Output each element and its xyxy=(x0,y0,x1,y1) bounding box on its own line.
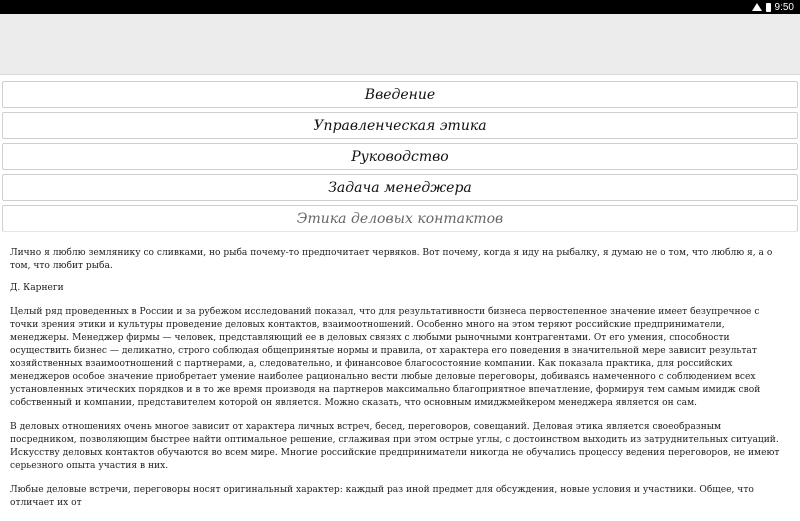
menu-item-label: Задача менеджера xyxy=(328,179,472,196)
wifi-icon xyxy=(752,3,762,11)
menu-item-manager-task[interactable] xyxy=(2,174,798,201)
article-paragraph: Целый ряд проведенных в России и за рубежом исследований показал, что для результативности бизнеса первостепенное значение имеет безупречное с точки зрения этики и культуры проведение деловых контактов, взаимоотношений. Особенно много на этом теряют российские предприниматели, менеджеры. Менеджер фирмы — человек, представляющий ее в деловых связях с любыми рыночными контрагентами. От его умения, способности осуществить бизнес — деликатно, строго соблюдая общепринятые нормы и правила, от характера его поведения в значительной мере зависит результат хозяйственных взаимоотношений с партнерами, а, следовательно, и финансовое благосостояние компании. Как показала практика, для российских менеджеров особое значение приобретает умение наиболее рационально вести любые деловые переговоры, добиваясь намеченного с соблюдением всех установленных этических порядков и в то же время производя на партнеров максимально благоприятное впечатление, формируя тем самым имидж свой собственный и компании, представителем которой он является. Можно сказать, что основным имиджмейкером менеджера является он сам. xyxy=(10,307,761,408)
menu-item-label: Управленческая этика xyxy=(313,117,487,134)
menu-item-leadership[interactable] xyxy=(2,143,798,170)
battery-icon xyxy=(766,3,771,12)
chapter-menu xyxy=(2,81,798,232)
article-paragraph: Любые деловые встречи, переговоры носят оригинальный характер: каждый раз иной предмет для обсуждения, новые условия и участники. Общее, что отличает их от xyxy=(10,485,754,508)
article-content xyxy=(10,247,786,521)
menu-item-management-ethics[interactable] xyxy=(2,112,798,139)
menu-item-label: Этика деловых контактов xyxy=(296,210,504,227)
menu-item-label: Введение xyxy=(364,86,436,103)
status-bar xyxy=(0,0,800,14)
action-bar xyxy=(0,14,800,75)
menu-item-introduction[interactable] xyxy=(2,81,798,108)
article-paragraph: В деловых отношениях очень многое зависит от характера личных встреч, бесед, переговоров, совещаний. Деловая этика является своеобразным посредником, позволяющим быстрее найти оптимальное решение, сглаживая при этом острые углы, с достоинством выходить из затруднительных ситуаций. Искусству деловых контактов обучаются во всем мире. Многие российские предприниматели никогда не обучались процессу ведения переговоров, не имеют серьезного опыта участия в них. xyxy=(10,422,780,471)
menu-item-business-contacts-ethics[interactable] xyxy=(2,205,798,232)
epigraph-author: Д. Карнеги xyxy=(10,283,64,293)
menu-item-label: Руководство xyxy=(351,148,449,165)
status-time: 9:50 xyxy=(774,1,794,13)
epigraph: Лично я люблю землянику со сливками, но рыба почему-то предпочитает червяков. Вот почему, когда я иду на рыбалку, я думаю не о том, что люблю я, а о том, что любит рыба. xyxy=(10,248,773,271)
status-icons xyxy=(752,0,794,14)
